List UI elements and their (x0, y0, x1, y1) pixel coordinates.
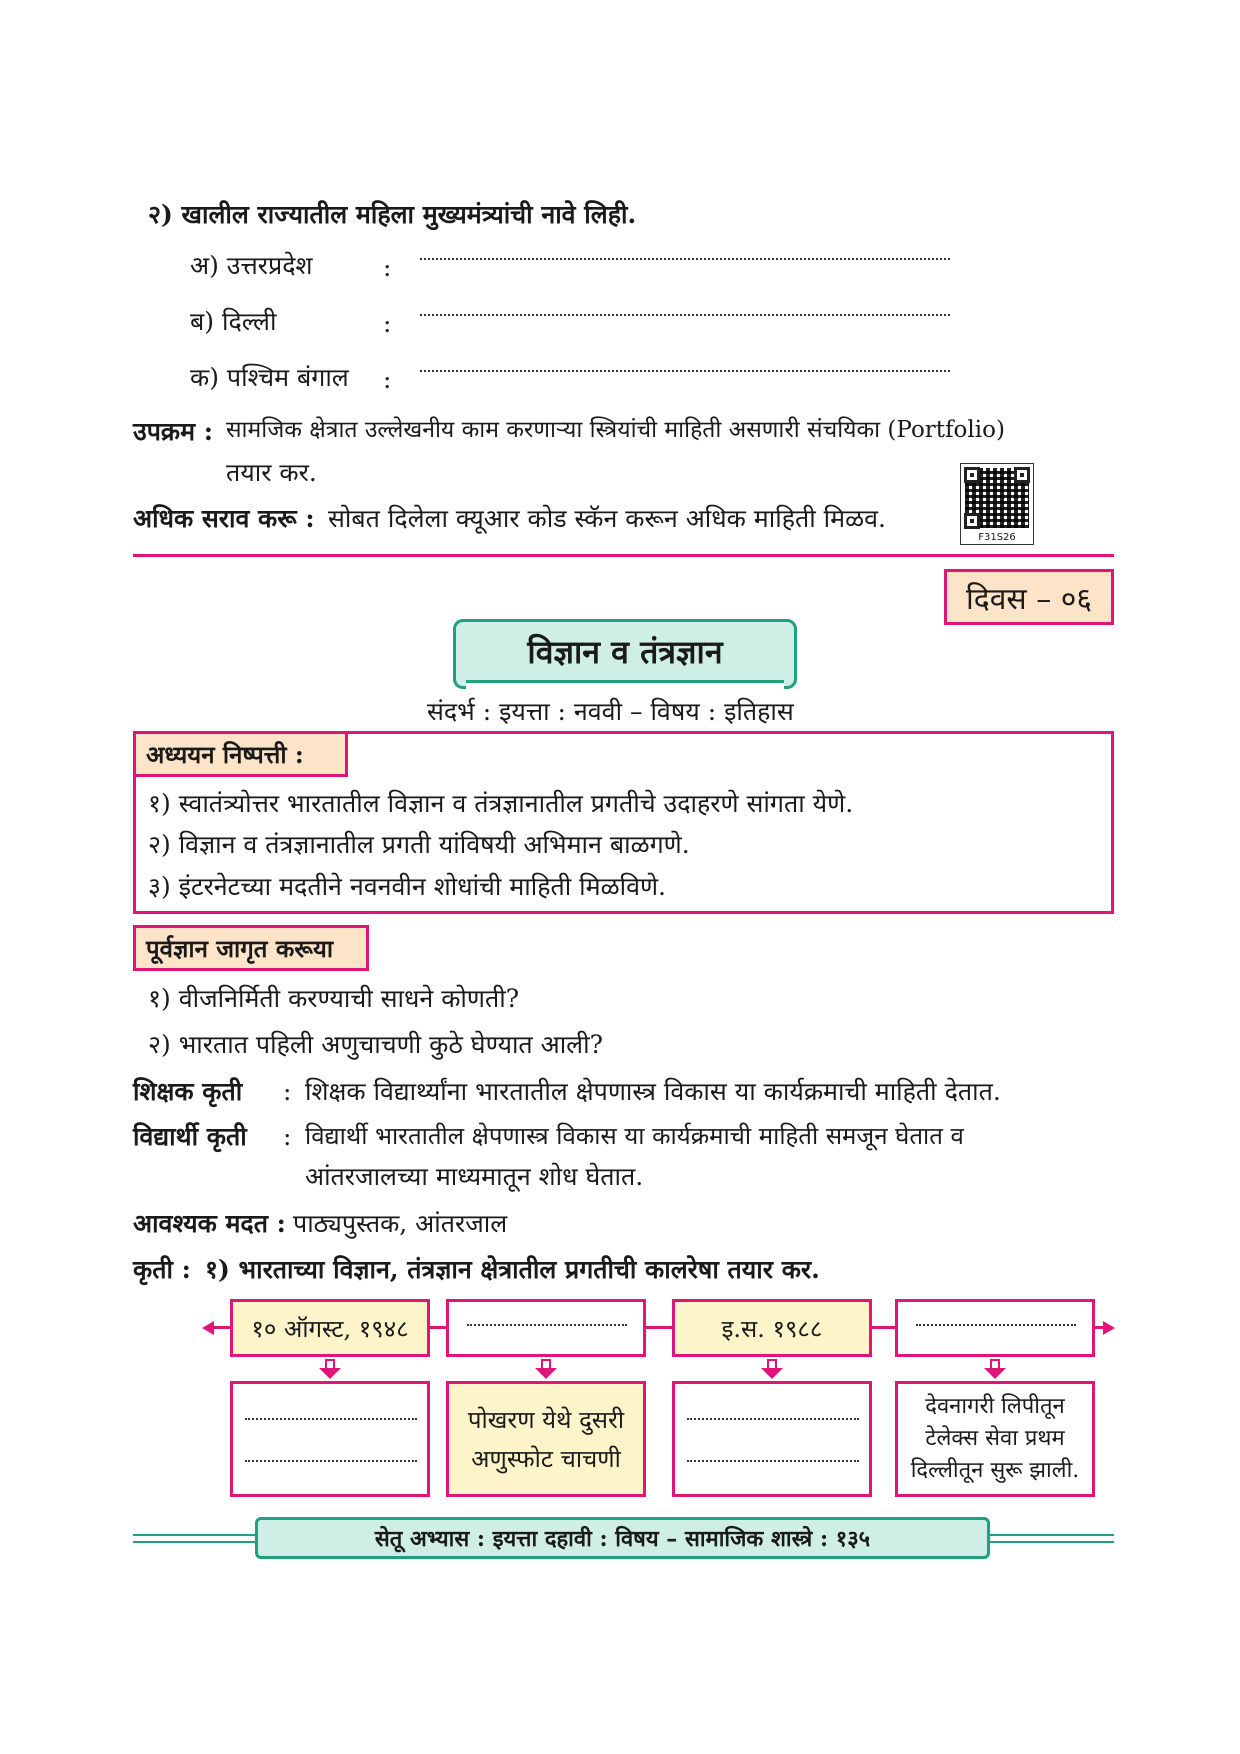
practice-label: अधिक सराव करू : (133, 504, 315, 533)
q2-item-b-label: ब) दिल्ली (190, 307, 277, 336)
upakram-line1: सामजिक क्षेत्रात उल्लेखनीय काम करणाऱ्या स्त्रियांची माहिती असणारी संचयिका (Portfolio) (226, 417, 1005, 443)
timeline-event-4-line-3: दिल्लीतून सुरू झाली. (910, 1457, 1080, 1483)
student-activity-line1: विद्यार्थी भारतातील क्षेपणास्त्र विकास या कार्यक्रमाची माहिती समजून घेतात व (305, 1122, 964, 1150)
section-divider (133, 554, 1114, 557)
q2-item-c-blank[interactable] (420, 370, 950, 372)
timeline-event-1-blank-1[interactable] (245, 1418, 417, 1420)
footer-rule-right (990, 1534, 1114, 1536)
q2-item-b-colon: : (383, 309, 392, 338)
upakram-label: उपक्रम : (133, 417, 213, 446)
activity-text: १) भारताच्या विज्ञान, तंत्रज्ञान क्षेत्रातील प्रगतीची कालरेषा तयार कर. (205, 1255, 820, 1284)
timeline-event-2-line-1: पोखरण येथे दुसरी (467, 1406, 625, 1434)
page-footer: सेतू अभ्यास : इयत्ता दहावी : विषय – सामाजिक शास्त्रे : १३५ (255, 1517, 990, 1559)
reference-line: संदर्भ : इयत्ता : नववी – विषय : इतिहास (427, 697, 794, 726)
activity-label: कृती : (133, 1255, 191, 1284)
outcome-item-1: १) स्वातंत्र्योत्तर भारतातील विज्ञान व तंत्रज्ञानातील प्रगतीचे उदाहरणे सांगता येणे. (148, 789, 854, 818)
timeline-event-2-line-2: अणुस्फोट चाचणी (471, 1445, 621, 1473)
upakram-line2: तयार कर. (226, 458, 317, 487)
prior-item-1: १) वीजनिर्मिती करण्याची साधने कोणती? (148, 984, 520, 1013)
teacher-activity-text: शिक्षक विद्यार्थ्यांना भारतातील क्षेपणास्त्र विकास या कार्यक्रमाची माहिती देतात. (305, 1077, 1001, 1106)
student-activity-colon: : (283, 1122, 292, 1151)
student-activity-label: विद्यार्थी कृती (133, 1122, 247, 1151)
qr-finder-bottom-left (964, 513, 980, 529)
timeline-date-2-blank[interactable] (467, 1324, 627, 1326)
outcome-item-2: २) विज्ञान व तंत्रज्ञानातील प्रगती यांविषयी अभिमान बाळगणे. (148, 830, 690, 859)
q2-item-c-colon: : (383, 365, 392, 394)
timeline-event-1-blank-2[interactable] (245, 1460, 417, 1462)
teacher-activity-label: शिक्षक कृती (133, 1077, 243, 1106)
timeline-down-arrow-icon (984, 1359, 1006, 1381)
timeline-event-3-blank-1[interactable] (687, 1418, 859, 1420)
page-title: विज्ञान व तंत्रज्ञान (462, 619, 788, 683)
student-activity-line2: आंतरजालच्या माध्यमातून शोध घेतात. (305, 1162, 644, 1191)
q2-heading: २) खालील राज्यातील महिला मुख्यमंत्र्यांची नावे लिही. (148, 200, 637, 229)
timeline-down-arrow-icon (535, 1359, 557, 1381)
outcome-item-3: ३) इंटरनेटच्या मदतीने नवनवीन शोधांची माहिती मिळविणे. (148, 872, 667, 901)
outcomes-label: अध्ययन निष्पत्ती : (133, 731, 348, 777)
timeline-event-4-line-2: टेलेक्स सेवा प्रथम (925, 1426, 1065, 1452)
timeline-date-4-blank[interactable] (916, 1324, 1076, 1326)
footer-rule-right-2 (990, 1541, 1114, 1543)
timeline-event-4 (895, 1381, 1095, 1497)
q2-item-c-label: क) पश्चिम बंगाल (190, 363, 349, 392)
timeline-down-arrow-icon (319, 1359, 341, 1381)
practice-text: सोबत दिलेला क्यूआर कोड स्कॅन करून अधिक माहिती मिळव. (328, 504, 886, 533)
qr-finder-top-right (1014, 467, 1030, 483)
timeline-arrow-left-icon (202, 1321, 214, 1335)
timeline-event-3[interactable] (672, 1381, 872, 1497)
timeline-event-3-blank-2[interactable] (687, 1460, 859, 1462)
timeline-date-3: इ.स. १९८८ (672, 1299, 872, 1357)
prior-knowledge-label: पूर्वज्ञान जागृत करूया (133, 925, 369, 971)
q2-item-a-colon: : (383, 253, 392, 282)
day-badge: दिवस – ०६ (944, 569, 1114, 625)
q2-item-a-blank[interactable] (420, 258, 950, 260)
timeline-date-1: १० ऑगस्ट, १९४८ (230, 1299, 430, 1357)
prior-item-2: २) भारतात पहिली अणुचाचणी कुठे घेण्यात आली? (148, 1030, 603, 1059)
required-help-text: पाठ्यपुस्तक, आंतरजाल (293, 1209, 508, 1238)
footer-rule-left-2 (133, 1541, 255, 1543)
timeline-date-4[interactable] (895, 1299, 1095, 1357)
q2-item-a-label: अ) उत्तरप्रदेश (190, 251, 313, 280)
footer-rule-left (133, 1534, 255, 1536)
qr-code-label: F31S26 (978, 532, 1016, 543)
required-help-label: आवश्यक मदत : (133, 1209, 286, 1238)
teacher-activity-colon: : (283, 1077, 292, 1106)
q2-item-b-blank[interactable] (420, 314, 950, 316)
qr-code[interactable] (960, 463, 1034, 545)
timeline-event-4-line-1: देवनागरी लिपीतून (925, 1394, 1065, 1420)
qr-finder-top-left (964, 467, 980, 483)
timeline-event-1[interactable] (230, 1381, 430, 1497)
timeline-down-arrow-icon (761, 1359, 783, 1381)
timeline-date-2[interactable] (446, 1299, 646, 1357)
timeline-event-2 (446, 1381, 646, 1497)
timeline-arrow-right-icon (1103, 1321, 1115, 1335)
